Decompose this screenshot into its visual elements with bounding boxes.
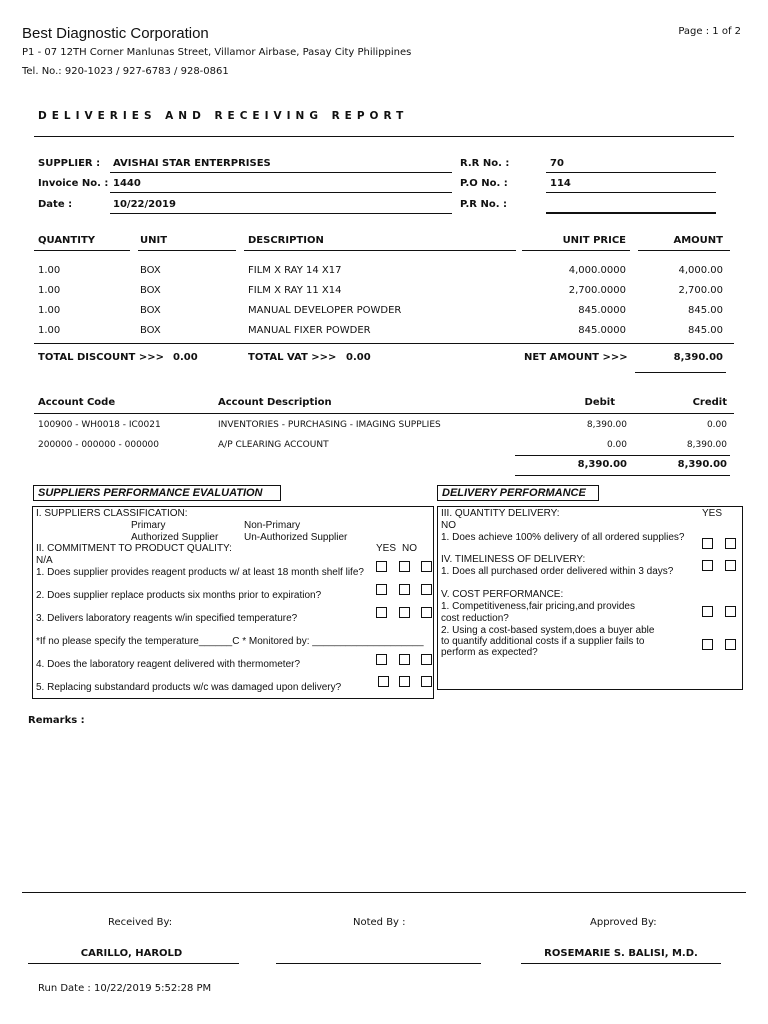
col-debit: Debit: [584, 397, 615, 408]
pr-label: P.R No. :: [460, 199, 507, 210]
approved-by-name: ROSEMARIE S. BALISI, M.D.: [544, 948, 698, 959]
supplier-value: AVISHAI STAR ENTERPRISES: [113, 158, 271, 169]
temperature-note: *If no please specify the temperature______C * Monitored by: ____________________: [36, 636, 424, 647]
noted-by-label: Noted By :: [353, 917, 406, 928]
signature-divider: [22, 892, 746, 893]
rr-label: R.R No. :: [460, 158, 510, 169]
yes-header: YES: [376, 543, 397, 554]
q5-yes-checkbox[interactable]: [378, 676, 389, 687]
q5-na-checkbox[interactable]: [421, 676, 432, 687]
run-date: Run Date : 10/22/2019 5:52:28 PM: [38, 983, 212, 994]
received-by-name: CARILLO, HAROLD: [80, 948, 183, 959]
delivery-q1-no-checkbox[interactable]: [725, 538, 736, 549]
rr-value: 70: [550, 158, 564, 169]
delivery-perf-title: DELIVERY PERFORMANCE: [437, 485, 599, 501]
po-value: 114: [550, 178, 571, 189]
total-credit: 8,390.00: [677, 459, 727, 470]
delivery-q4-no-checkbox[interactable]: [725, 639, 736, 650]
remarks-label: Remarks :: [28, 715, 85, 726]
q1-no-checkbox[interactable]: [399, 561, 410, 572]
col-credit: Credit: [692, 397, 727, 408]
net-amount-value: 8,390.00: [673, 352, 723, 363]
total-discount-label: TOTAL DISCOUNT >>>: [38, 352, 164, 363]
q4-yes-checkbox[interactable]: [376, 654, 387, 665]
q2-no-checkbox[interactable]: [399, 584, 410, 595]
q4-no-checkbox[interactable]: [399, 654, 410, 665]
total-vat-label: TOTAL VAT >>>: [248, 352, 337, 363]
q2-na-checkbox[interactable]: [421, 584, 432, 595]
total-vat-value: 0.00: [346, 352, 371, 363]
no-header: NO: [402, 543, 417, 554]
q5-no-checkbox[interactable]: [399, 676, 410, 687]
received-by-label: Received By:: [108, 917, 173, 928]
col-account-description: Account Description: [218, 397, 332, 408]
col-amount: AMOUNT: [673, 235, 723, 246]
q1-na-checkbox[interactable]: [421, 561, 432, 572]
col-unit: UNIT: [140, 235, 168, 246]
delivery-q4-yes-checkbox[interactable]: [702, 639, 713, 650]
company-name: Best Diagnostic Corporation: [22, 25, 209, 42]
col-unit-price: UNIT PRICE: [562, 235, 626, 246]
col-account-code: Account Code: [38, 397, 116, 408]
total-discount-value: 0.00: [173, 352, 198, 363]
delivery-q2-no-checkbox[interactable]: [725, 560, 736, 571]
q1-yes-checkbox[interactable]: [376, 561, 387, 572]
net-amount-label: NET AMOUNT >>>: [524, 352, 628, 363]
q2-yes-checkbox[interactable]: [376, 584, 387, 595]
supplier-label: SUPPLIER :: [38, 158, 101, 169]
q3-no-checkbox[interactable]: [399, 607, 410, 618]
title-divider: [34, 136, 734, 137]
company-tel: Tel. No.: 920-1023 / 927-6783 / 928-0861: [22, 66, 229, 77]
q4-na-checkbox[interactable]: [421, 654, 432, 665]
invoice-value: 1440: [113, 178, 141, 189]
invoice-label: Invoice No. :: [38, 178, 109, 189]
company-address: P1 - 07 12TH Corner Manlunas Street, Villamor Airbase, Pasay City Philippines: [22, 47, 412, 58]
delivery-q3-yes-checkbox[interactable]: [702, 606, 713, 617]
page-number: Page : 1 of 2: [678, 26, 741, 37]
po-label: P.O No. :: [460, 178, 508, 189]
supplier-eval-title: SUPPLIERS PERFORMANCE EVALUATION: [33, 485, 281, 501]
approved-by-label: Approved By:: [590, 917, 657, 928]
total-debit: 8,390.00: [577, 459, 627, 470]
col-quantity: QUANTITY: [38, 235, 96, 246]
report-title: DELIVERIES AND RECEIVING REPORT: [38, 110, 409, 122]
delivery-q3-no-checkbox[interactable]: [725, 606, 736, 617]
col-description: DESCRIPTION: [248, 235, 324, 246]
q3-yes-checkbox[interactable]: [376, 607, 387, 618]
delivery-q2-yes-checkbox[interactable]: [702, 560, 713, 571]
date-value: 10/22/2019: [113, 199, 176, 210]
date-label: Date :: [38, 199, 73, 210]
q3-na-checkbox[interactable]: [421, 607, 432, 618]
supplier-eval-panel: [32, 506, 434, 699]
delivery-q1-yes-checkbox[interactable]: [702, 538, 713, 549]
